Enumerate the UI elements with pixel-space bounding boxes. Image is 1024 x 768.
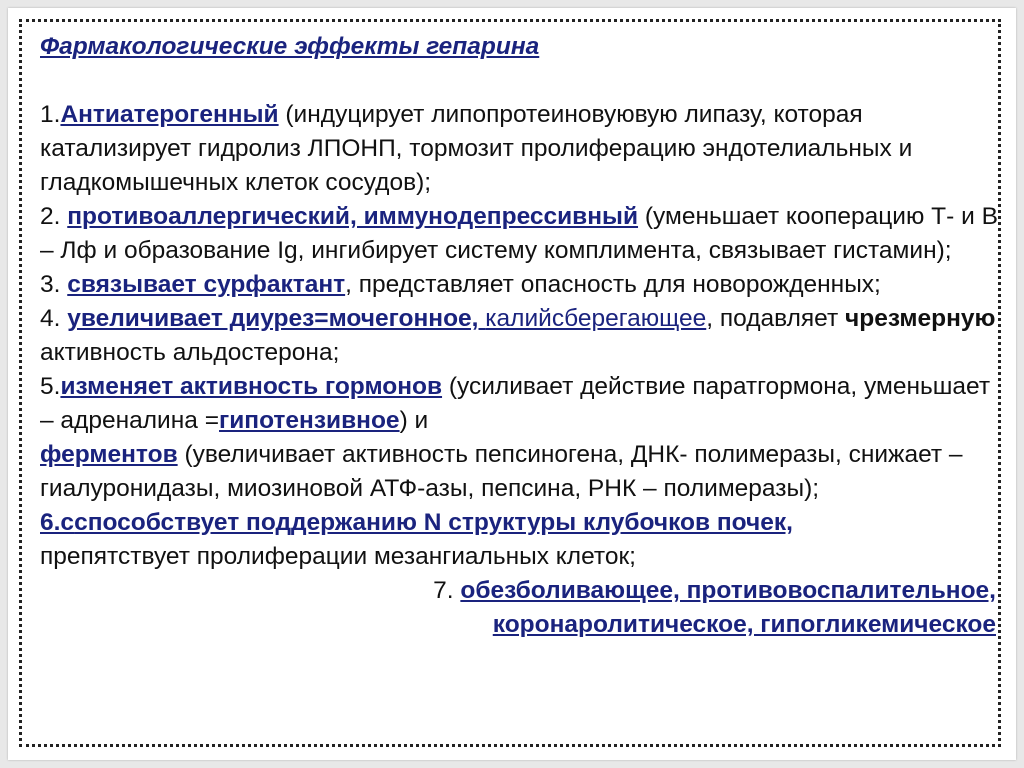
item-highlight-2: калийсберегающее: [485, 305, 707, 332]
item-number: 6.с: [40, 509, 75, 536]
item-bold: чрезмерную: [845, 305, 996, 332]
item-text: (увеличивает активность пепсиногена, ДНК- полимеразы, снижает – гиалуронидазы, миозиновой АТФ-азы, пепсина, РНК – полимеразы);: [40, 441, 963, 502]
list-item-5b: [40, 438, 1002, 506]
list-item-2: [40, 200, 1002, 268]
item-number: 1.: [40, 101, 61, 128]
item-highlight: обезболивающее, противовоспалительное,: [460, 577, 996, 604]
slide-content: [40, 30, 1002, 642]
item-number: 7.: [433, 577, 461, 604]
item-highlight: способствует поддержанию N структуры клубочков почек,: [74, 509, 793, 536]
item-text-2: ) и: [399, 407, 429, 434]
item-text: препятствует пролиферации мезангиальных клеток;: [40, 543, 636, 570]
slide: [8, 8, 1016, 760]
item-text: (индуцирует липопротеиновуювую липазу, которая катализирует гидролиз ЛПОНП, тормозит пролиферацию эндотелиальных и гладкомышечных клеток сосудов);: [40, 101, 913, 196]
item-number: 5.: [40, 373, 61, 400]
item-highlight-2: коронаролитическое, гипогликемическое: [492, 611, 996, 638]
item-text: , подавляет: [706, 305, 845, 332]
item-highlight-2: гипотензивное: [219, 407, 400, 434]
list-item-4: [40, 302, 1002, 370]
list-item-7: [40, 574, 1002, 642]
item-highlight: связывает сурфактант: [67, 271, 346, 298]
slide-title: Фармакологические эффекты гепарина: [40, 33, 540, 60]
item-text-2: активность альдостерона;: [40, 339, 340, 366]
item-text: , представляет опасность для новорожденных;: [345, 271, 881, 298]
item-highlight: увеличивает диурез=мочегонное,: [67, 305, 486, 332]
item-highlight: ферментов: [40, 441, 178, 468]
item-highlight: противоаллергический, иммунодепрессивный: [67, 203, 639, 230]
list-item-5: [40, 370, 1002, 438]
item-number: 2.: [40, 203, 68, 230]
item-number: 4.: [40, 305, 68, 332]
item-text: (усиливает действие паратгормона, уменьшает – адреналина =: [40, 373, 991, 434]
item-highlight: Антиатерогенный: [60, 101, 279, 128]
list-item-1: [40, 98, 1002, 200]
item-highlight: изменяет активность гормонов: [60, 373, 443, 400]
item-text: (уменьшает кооперацию Т- и В – Лф и образование Ig, ингибирует систему комплимента, связывает гистамин);: [40, 203, 998, 264]
list-item-6: [40, 506, 1002, 574]
list-item-3: [40, 268, 1002, 302]
item-number: 3.: [40, 271, 68, 298]
